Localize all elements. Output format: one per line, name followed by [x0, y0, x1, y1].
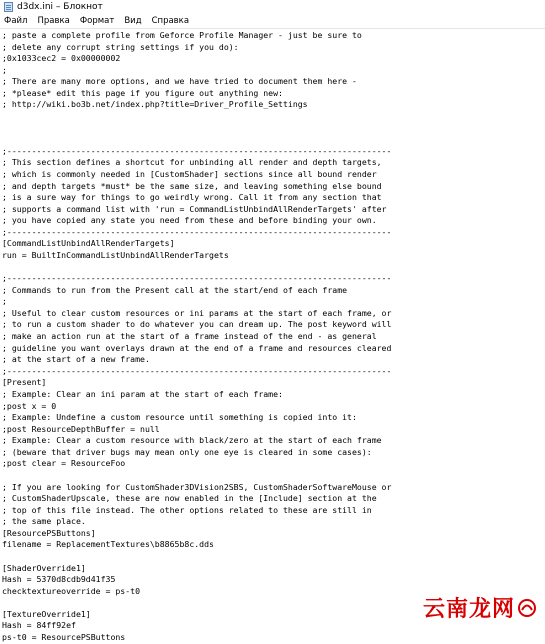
- editor-line: ; which is commonly needed in [CustomShader] sections since all bound render: [2, 168, 377, 179]
- editor-line: ; http://wiki.bo3b.net/index.php?title=Driver_Profile_Settings: [2, 99, 308, 110]
- editor-line: ; make an action run at the start of a frame instead of the end - as general: [2, 331, 377, 342]
- editor-line: [2, 111, 543, 123]
- editor-line: ; paste a complete profile from Geforce Profile Manager - just be sure to: [2, 30, 362, 40]
- editor-line: ; This section defines a shortcut for unbinding all render and depth targets,: [2, 157, 382, 168]
- editor-line: ; Example: Clear a custom resource with black/zero at the start of each frame: [2, 435, 382, 446]
- notepad-icon: [4, 2, 13, 12]
- editor-line: Hash = 84ff92ef: [2, 620, 76, 631]
- editor-line: [2, 134, 543, 146]
- editor-line: ;0x1033cec2 = 0x00000002: [2, 53, 121, 64]
- editor-line: ; (beware that driver bugs may mean only one eye is cleared in some cases):: [2, 446, 372, 457]
- menu-help[interactable]: Справка: [151, 15, 190, 26]
- editor-line: ;------------------------------------------------------------------------------: [2, 273, 392, 284]
- editor-line: ;: [2, 64, 7, 75]
- watermark: [423, 592, 537, 623]
- editor-line: [ShaderOverride1]: [2, 562, 86, 573]
- editor-line: checktextureoverride = ps-t0: [2, 585, 141, 596]
- editor-line: ; CustomShaderUpscale, these are now enabled in the [Include] section at the: [2, 493, 377, 504]
- text-editor[interactable]: [0, 28, 545, 643]
- editor-line: ; There are many more options, and we have tried to document them here -: [2, 76, 357, 87]
- editor-line: ; Commands to run from the Present call at the start/end of each frame: [2, 284, 348, 295]
- editor-line: ; Useful to clear custom resources or ini params at the start of each frame, or: [2, 307, 392, 318]
- editor-line: ;: [2, 296, 7, 307]
- editor-line: ; the same place.: [2, 516, 86, 527]
- menu-view[interactable]: Вид: [124, 15, 142, 26]
- menu-bar: [0, 14, 545, 27]
- editor-line: [CommandListUnbindAllRenderTargets]: [2, 238, 175, 249]
- editor-line: ; you have copied any state you need from these and before binding your own.: [2, 215, 377, 226]
- title-bar: [0, 0, 545, 14]
- editor-line: [TextureOverride1]: [2, 608, 91, 619]
- editor-line: ; Example: Clear an ini param at the start of each frame:: [2, 388, 283, 399]
- editor-line: [2, 551, 543, 563]
- editor-line: ;post ResourceDepthBuffer = null: [2, 423, 160, 434]
- editor-line: Hash = 5370d8cdb9d41f35: [2, 574, 116, 585]
- editor-line: [2, 262, 543, 274]
- editor-line: [ResourcePSButtons]: [2, 527, 96, 538]
- editor-line: [Present]: [2, 377, 47, 388]
- editor-line: filename = ReplacementTextures\b8865b8c.dds: [2, 539, 214, 550]
- menu-edit[interactable]: Правка: [37, 15, 70, 26]
- watermark-text: 云南龙网: [422, 597, 515, 622]
- editor-line: [2, 470, 543, 482]
- editor-line: ;------------------------------------------------------------------------------: [2, 365, 392, 376]
- menu-file[interactable]: Файл: [4, 15, 28, 26]
- editor-line: ; Example: Undefine a custom resource until something is copied into it:: [2, 412, 357, 423]
- editor-line: run = BuiltInCommandListUnbindAllRenderTargets: [2, 249, 229, 260]
- watermark-logo-icon: [517, 598, 537, 618]
- editor-line: ;------------------------------------------------------------------------------: [2, 145, 392, 156]
- editor-line: ;------------------------------------------------------------------------------: [2, 226, 392, 237]
- editor-line: ; and depth targets *must* be the same size, and leaving something else bound: [2, 180, 382, 191]
- editor-line: ps-t0 = ResourcePSButtons: [2, 632, 126, 643]
- window-title: d3dx.ini – Блокнот: [17, 2, 103, 12]
- editor-line: ; If you are looking for CustomShader3DVision2SBS, CustomShaderSoftwareMouse or: [2, 481, 392, 492]
- editor-line: ; to run a custom shader to do whatever you can dream up. The post keyword will: [2, 319, 392, 330]
- editor-text[interactable]: [2, 30, 543, 644]
- editor-line: ; delete any corrupt string settings if you do):: [2, 41, 239, 52]
- editor-line: ; supports a command list with 'run = CommandListUnbindAllRenderTargets' after: [2, 203, 387, 214]
- editor-line: ; top of this file instead. The other options related to these are still in: [2, 504, 372, 515]
- editor-line: ; *please* edit this page if you figure out anything new:: [2, 87, 283, 98]
- menu-format[interactable]: Формат: [79, 15, 115, 26]
- editor-line: ;post x = 0: [2, 400, 57, 411]
- editor-line: ; guideline you want overlays drawn at the end of a frame and resources cleared: [2, 342, 392, 353]
- editor-line: ;post clear = ResourceFoo: [2, 458, 126, 469]
- editor-line: ; is a sure way for things to go weirdly wrong. Call it from any section that: [2, 192, 382, 203]
- editor-line: [2, 123, 543, 135]
- editor-line: ; at the start of a new frame.: [2, 354, 150, 365]
